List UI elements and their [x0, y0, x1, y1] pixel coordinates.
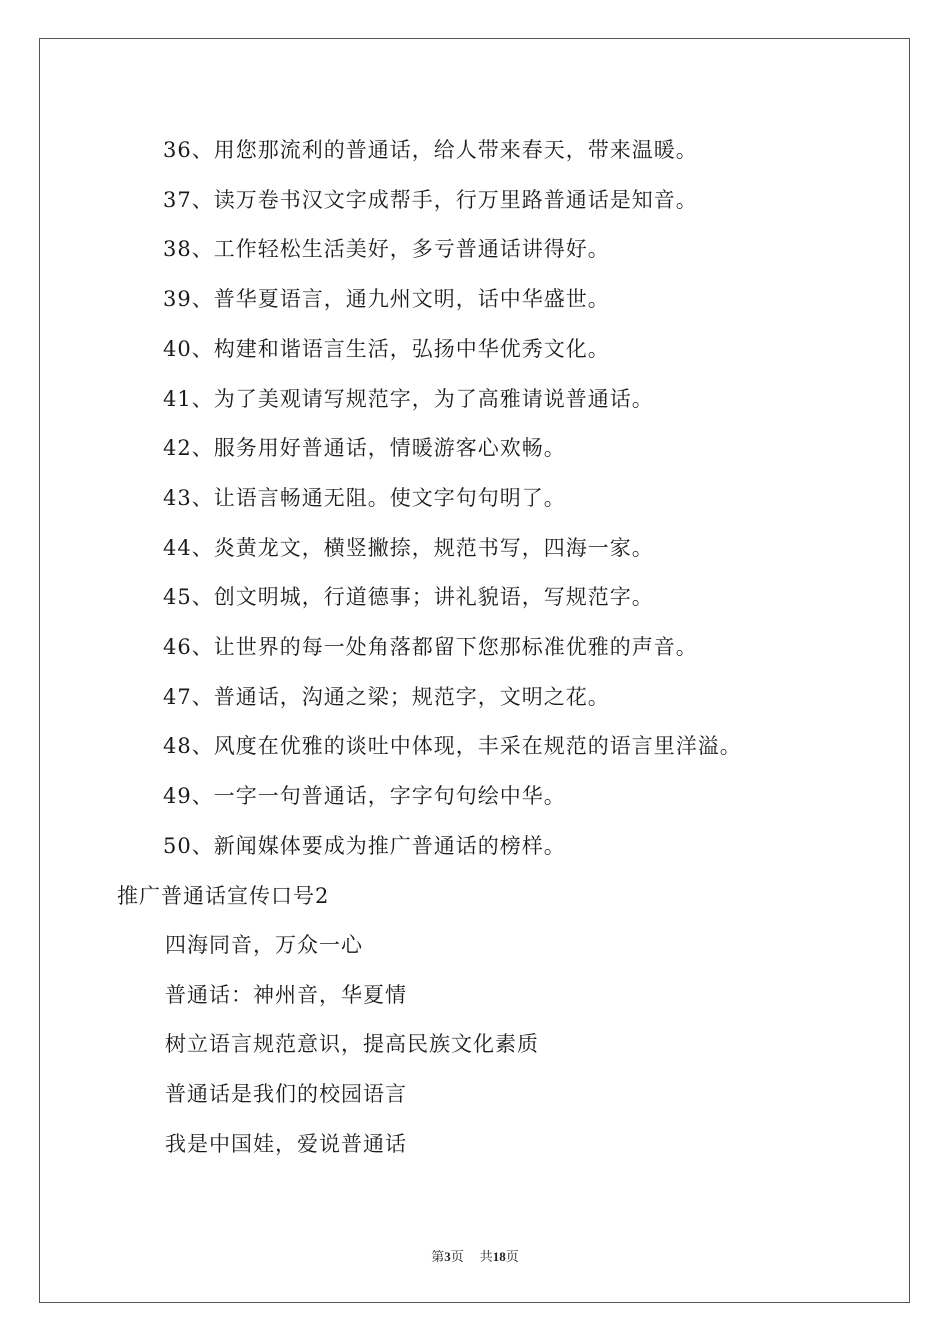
total-prefix: 共: [479, 1249, 493, 1264]
section-item: 普通话是我们的校园语言: [165, 1082, 407, 1106]
slogan-line: 48、风度在优雅的谈吐中体现，丰采在规范的语言里洋溢。: [163, 734, 742, 758]
slogan-line: 47、普通话，沟通之梁；规范字，文明之花。: [163, 685, 610, 709]
section-item: 我是中国娃，爱说普通话: [165, 1132, 407, 1156]
slogan-line: 41、为了美观请写规范字，为了高雅请说普通话。: [163, 387, 654, 411]
slogan-line: 43、让语言畅通无阻。使文字句句明了。: [163, 486, 566, 510]
slogan-line: 39、普华夏语言，通九州文明，话中华盛世。: [163, 287, 610, 311]
section-heading: 推广普通话宣传口号2: [117, 884, 330, 908]
slogan-line: 44、炎黄龙文，横竖撇捺，规范书写，四海一家。: [163, 536, 654, 560]
slogan-line: 42、服务用好普通话，情暖游客心欢畅。: [163, 436, 566, 460]
section-item: 四海同音，万众一心: [165, 933, 363, 957]
page-total: 18: [492, 1249, 506, 1264]
slogan-line: 46、让世界的每一处角落都留下您那标准优雅的声音。: [163, 635, 698, 659]
section-item: 树立语言规范意识，提高民族文化素质: [165, 1032, 539, 1056]
total-suffix: 页: [505, 1249, 519, 1264]
slogan-line: 37、读万卷书汉文字成帮手，行万里路普通话是知音。: [163, 188, 698, 212]
page-border: [39, 38, 910, 1303]
section-item: 普通话：神州音，华夏情: [165, 983, 407, 1007]
slogan-line: 45、创文明城，行道德事；讲礼貌语，写规范字。: [163, 585, 654, 609]
slogan-line: 40、构建和谐语言生活，弘扬中华优秀文化。: [163, 337, 610, 361]
page-suffix: 页: [450, 1249, 464, 1264]
page-prefix: 第: [431, 1249, 445, 1264]
page-current: 3: [444, 1249, 451, 1264]
page-footer: [0, 1249, 950, 1265]
slogan-line: 49、一字一句普通话，字字句句绘中华。: [163, 784, 566, 808]
slogan-line: 36、用您那流利的普通话，给人带来春天，带来温暖。: [163, 138, 698, 162]
slogan-line: 50、新闻媒体要成为推广普通话的榜样。: [163, 834, 566, 858]
slogan-line: 38、工作轻松生活美好，多亏普通话讲得好。: [163, 237, 610, 261]
